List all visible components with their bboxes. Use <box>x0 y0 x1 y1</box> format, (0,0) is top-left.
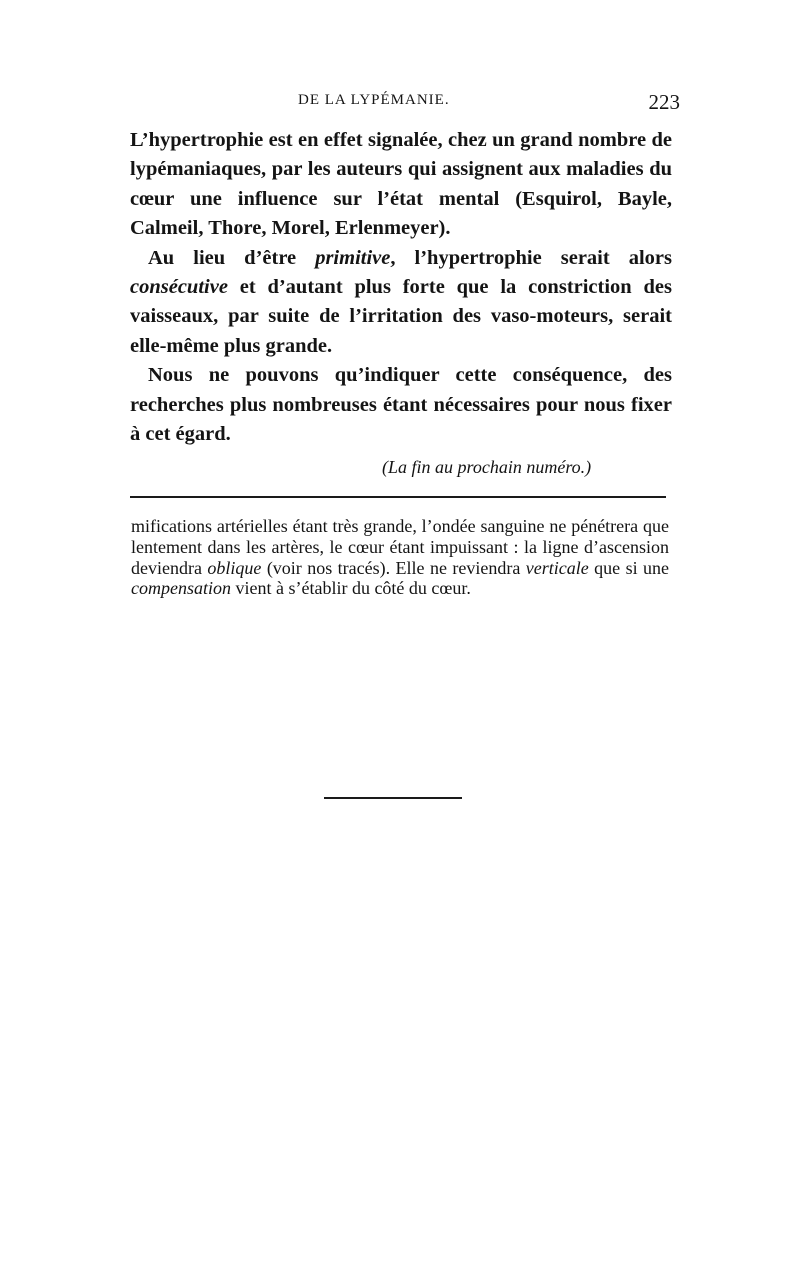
running-head <box>130 90 680 114</box>
paragraph-consecutive <box>130 244 672 362</box>
footnote-separator <box>130 496 666 498</box>
paragraph-text: L’hypertrophie est en effet signalée, chez un grand nombre de lypémaniaques, par les auteurs qui assignent aux maladies du cœur une influence sur l’état mental (Esquirol, Bayle, Calmeil, Thore, Morel, Erlenmeyer). <box>130 129 672 240</box>
footnote-paragraph <box>131 516 669 599</box>
paragraph-text: , l’hypertrophie serait alors <box>390 246 672 269</box>
paragraph-conclusion <box>130 361 672 449</box>
italic-term-compensation: compensation <box>131 578 231 599</box>
footnote-text: mifications artérielles étant très grande, l’ondée sanguine ne pénétrera que lentement dans les artères, le cœur étant impuissant : la ligne d’ascension deviendra <box>131 516 669 578</box>
italic-term-primitive: primitive <box>315 246 391 269</box>
footnote <box>131 516 669 599</box>
end-rule <box>324 797 462 799</box>
footnote-text: que si une <box>588 557 669 578</box>
paragraph-text: Au lieu d’être <box>148 246 316 269</box>
page-number: 223 <box>648 90 680 114</box>
running-title: DE LA LYPÉMANIE. <box>298 92 450 108</box>
italic-term-oblique: oblique <box>207 557 262 578</box>
paragraph-hypertrophy <box>130 126 672 244</box>
main-text <box>130 126 672 449</box>
paragraph-text: et d’autant plus forte que la constriction des vaisseaux, par suite de l’irritation des vaso-moteurs, serait elle-même plus grande. <box>130 276 672 357</box>
footnote-text: vient à s’établir du côté du cœur. <box>230 578 471 599</box>
italic-term-verticale: verticale <box>525 557 589 578</box>
paragraph-text: Nous ne pouvons qu’indiquer cette conséquence, des recherches plus nombreuses étant nécessaires pour nous fixer à cet égard. <box>130 364 672 446</box>
footnote-text: (voir nos tracés). Elle ne reviendra <box>261 557 526 578</box>
italic-term-consecutive: consécutive <box>130 276 228 299</box>
to-be-continued-note: (La fin au prochain numéro.) <box>382 457 592 477</box>
